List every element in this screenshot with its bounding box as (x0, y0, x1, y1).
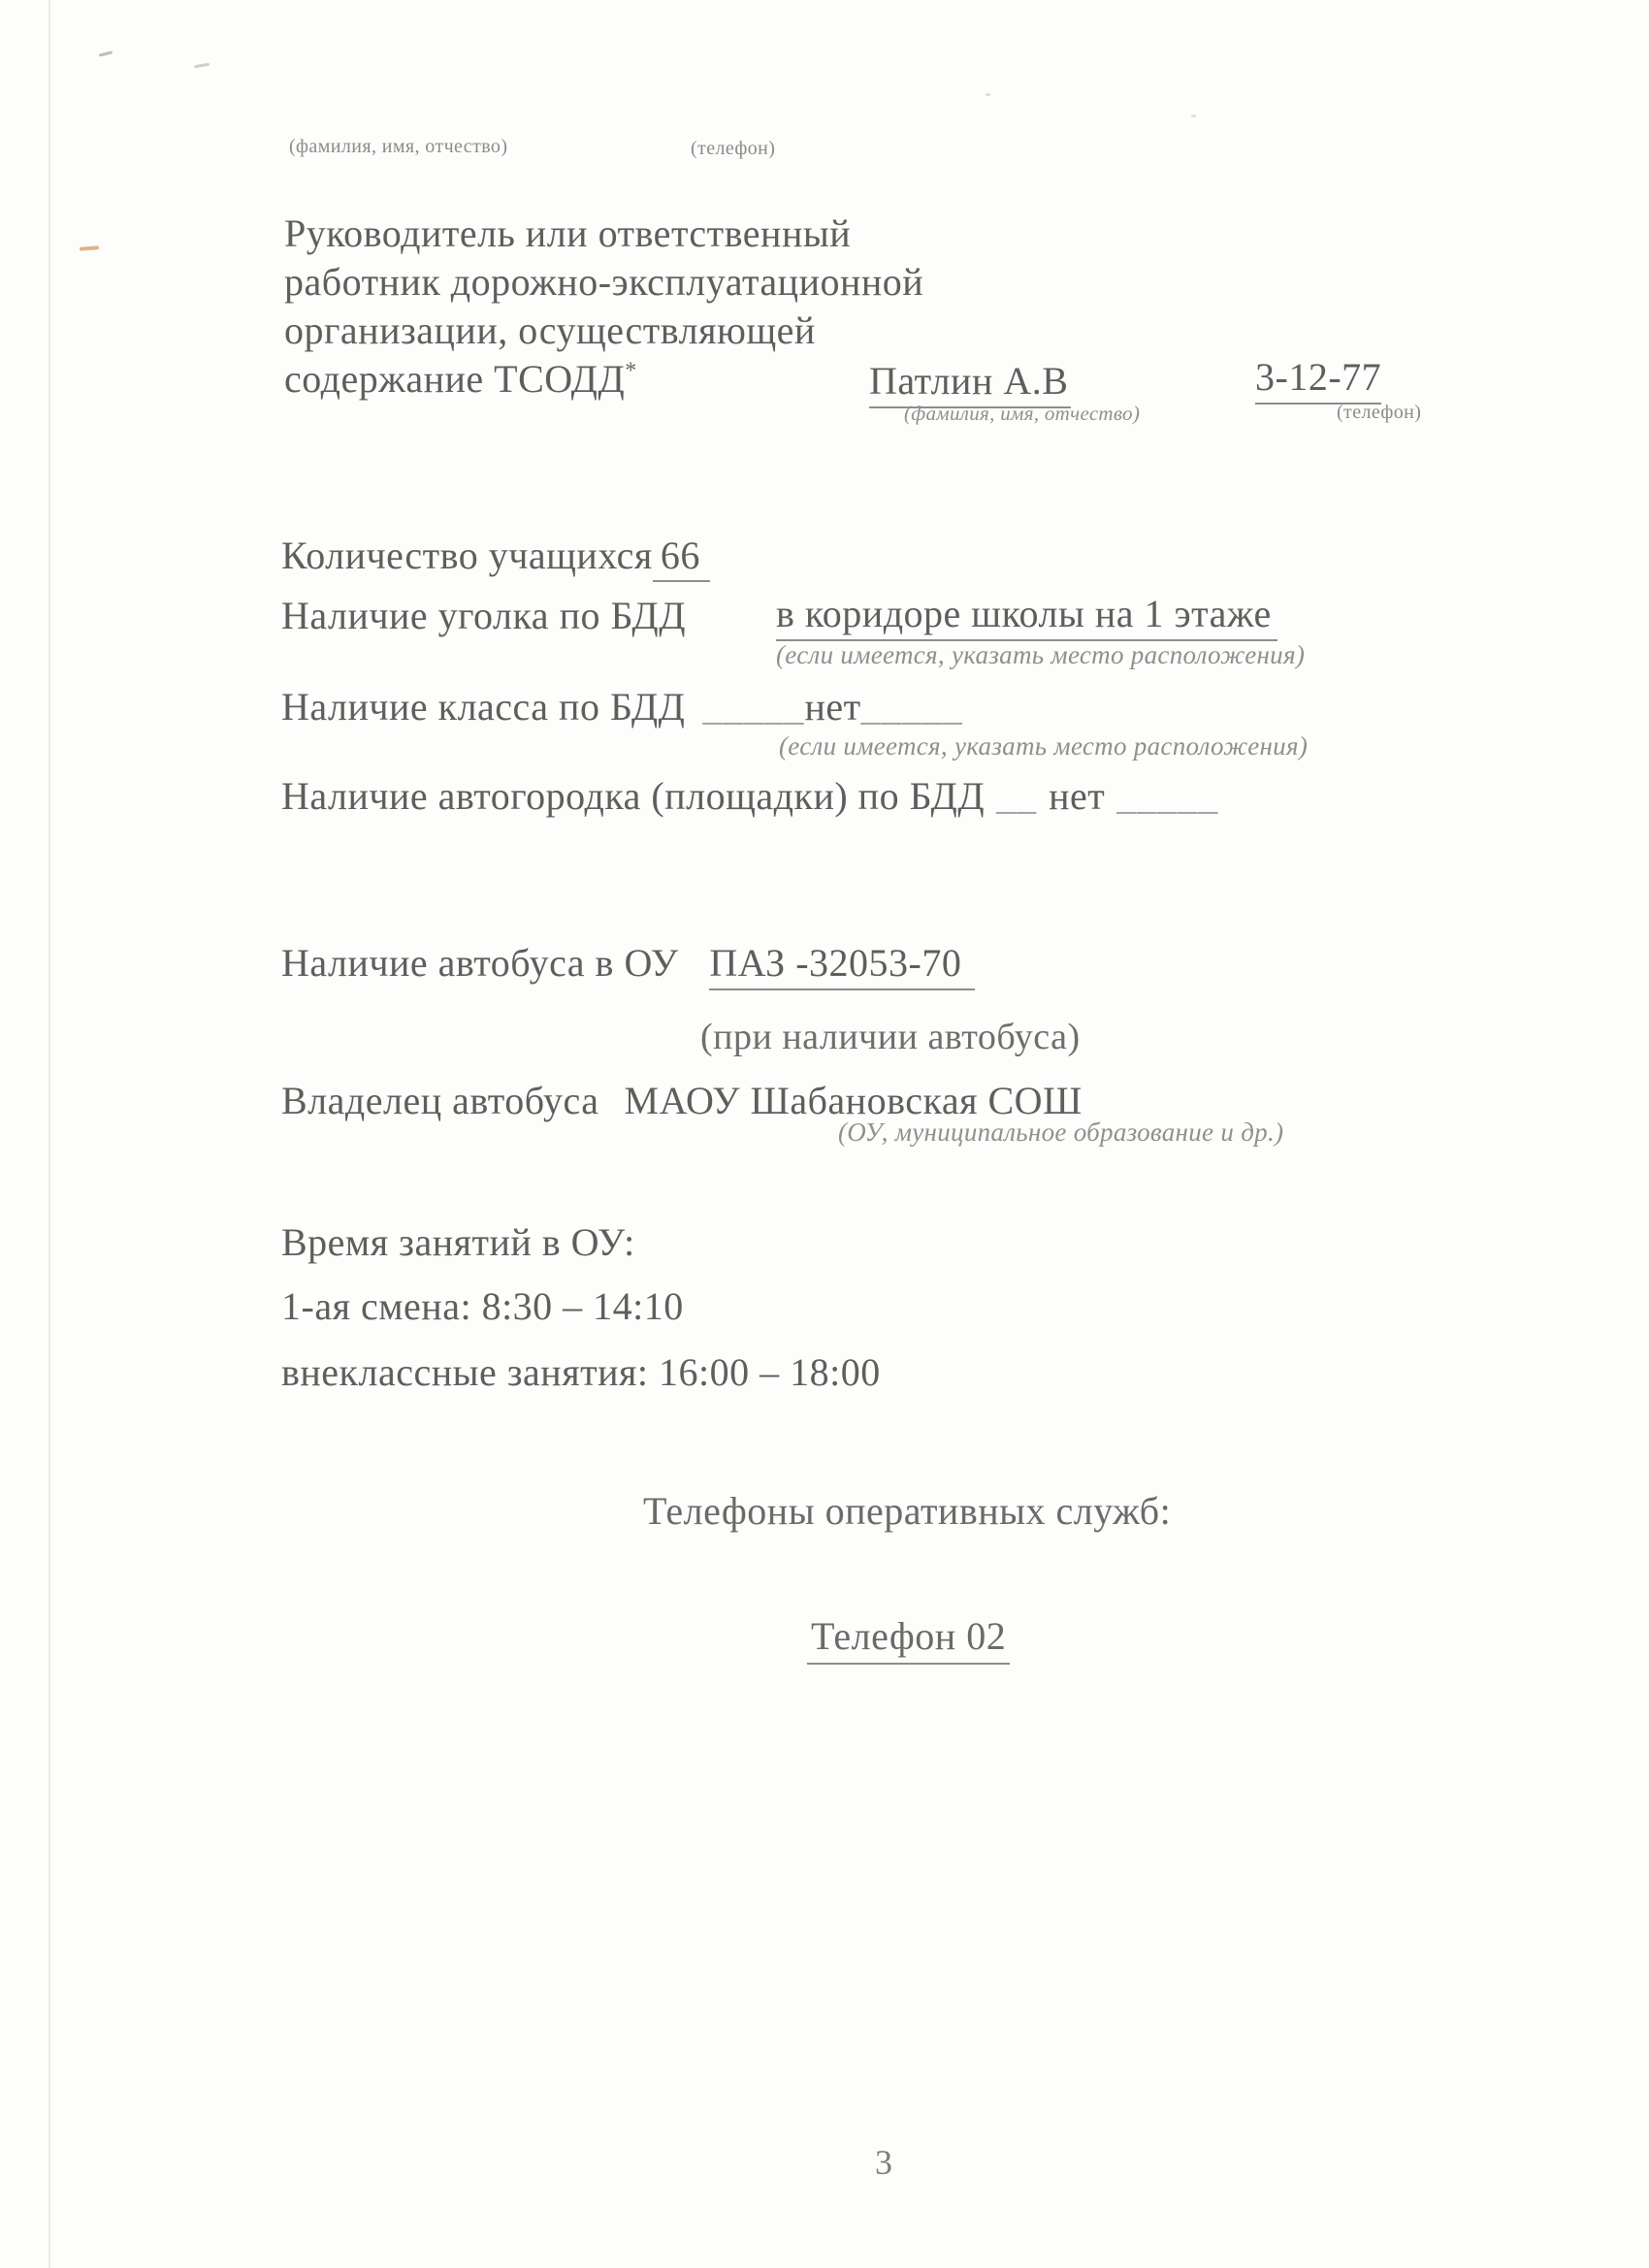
scan-artifact (1191, 114, 1196, 117)
responsible-phone-hint: (телефон) (1337, 402, 1422, 423)
scan-artifact (194, 63, 210, 69)
emergency-phone-text: Телефон 02 (807, 1614, 1010, 1665)
fio-hint-top: (фамилия, имя, отчество) (289, 136, 508, 157)
responsible-phone-value (1255, 355, 1381, 405)
emergency-phone-line (807, 1614, 1010, 1665)
bdd-class-label: Наличие класса по БДД (281, 685, 686, 729)
schedule-shift1: 1-ая смена: 8:30 – 14:10 (281, 1284, 684, 1328)
responsible-line-1: Руководитель или ответственный (284, 211, 852, 255)
blank-line: _____ (1116, 774, 1219, 818)
bdd-area-line (281, 774, 1218, 819)
responsible-line-4 (284, 357, 923, 405)
phone-hint-top: (телефон) (691, 138, 776, 159)
bus-owner-value: МАОУ Шабановская СОШ (624, 1079, 1083, 1122)
bus-owner-label: Владелец автобуса (281, 1079, 599, 1122)
scan-artifact (80, 245, 99, 250)
schedule-extracurricular: внеклассные занятия: 16:00 – 18:00 (281, 1350, 881, 1394)
blank-line: _____ (702, 685, 805, 729)
responsible-line-3: организации, осуществляющей (284, 308, 816, 352)
bus-label: Наличие автобуса в ОУ (281, 941, 679, 985)
bdd-class-hint: (если имеется, указать место расположения) (779, 731, 1309, 761)
responsible-paragraph (284, 211, 923, 405)
students-count-label: Количество учащихся (281, 534, 653, 577)
responsible-name-text: Патлин А.В (869, 359, 1071, 408)
page-number: 3 (875, 2143, 892, 2182)
responsible-phone-text: 3-12-77 (1255, 355, 1381, 405)
bdd-corner-label: Наличие уголка по БДД (281, 594, 686, 637)
blank-line: _____ (860, 685, 963, 729)
bdd-corner-hint: (если имеется, указать место расположения) (776, 640, 1306, 669)
responsible-line-4-text: содержание ТСОДД (284, 357, 626, 401)
footnote-asterisk: * (625, 358, 637, 384)
bus-owner-hint: (ОУ, муниципальное образование и др.) (838, 1118, 1284, 1147)
bus-line (281, 941, 975, 990)
emergency-title: Телефоны оперативных служб: (643, 1489, 1172, 1533)
scan-artifact (986, 93, 990, 96)
bdd-class-value: нет (804, 685, 861, 729)
responsible-name-hint: (фамилия, имя, отчество) (904, 402, 1141, 425)
responsible-line-2: работник дорожно-эксплуатационной (284, 260, 924, 304)
bus-hint: (при наличии автобуса) (700, 1017, 1081, 1057)
scan-edge-line (48, 0, 50, 2268)
bdd-area-label: Наличие автогородка (площадки) по БДД (281, 774, 986, 818)
students-count-line (281, 534, 710, 578)
bdd-class-line (281, 685, 963, 729)
scan-artifact (99, 50, 113, 56)
bdd-corner-value (776, 592, 1277, 641)
blank-line: __ (996, 774, 1038, 818)
schedule-title: Время занятий в ОУ: (281, 1220, 635, 1264)
bdd-area-value: нет (1049, 774, 1106, 818)
students-count-value: 66 (653, 534, 710, 582)
bdd-corner-value-text: в коридоре школы на 1 этаже (776, 592, 1277, 641)
bus-value: ПАЗ -32053-70 (709, 941, 975, 990)
